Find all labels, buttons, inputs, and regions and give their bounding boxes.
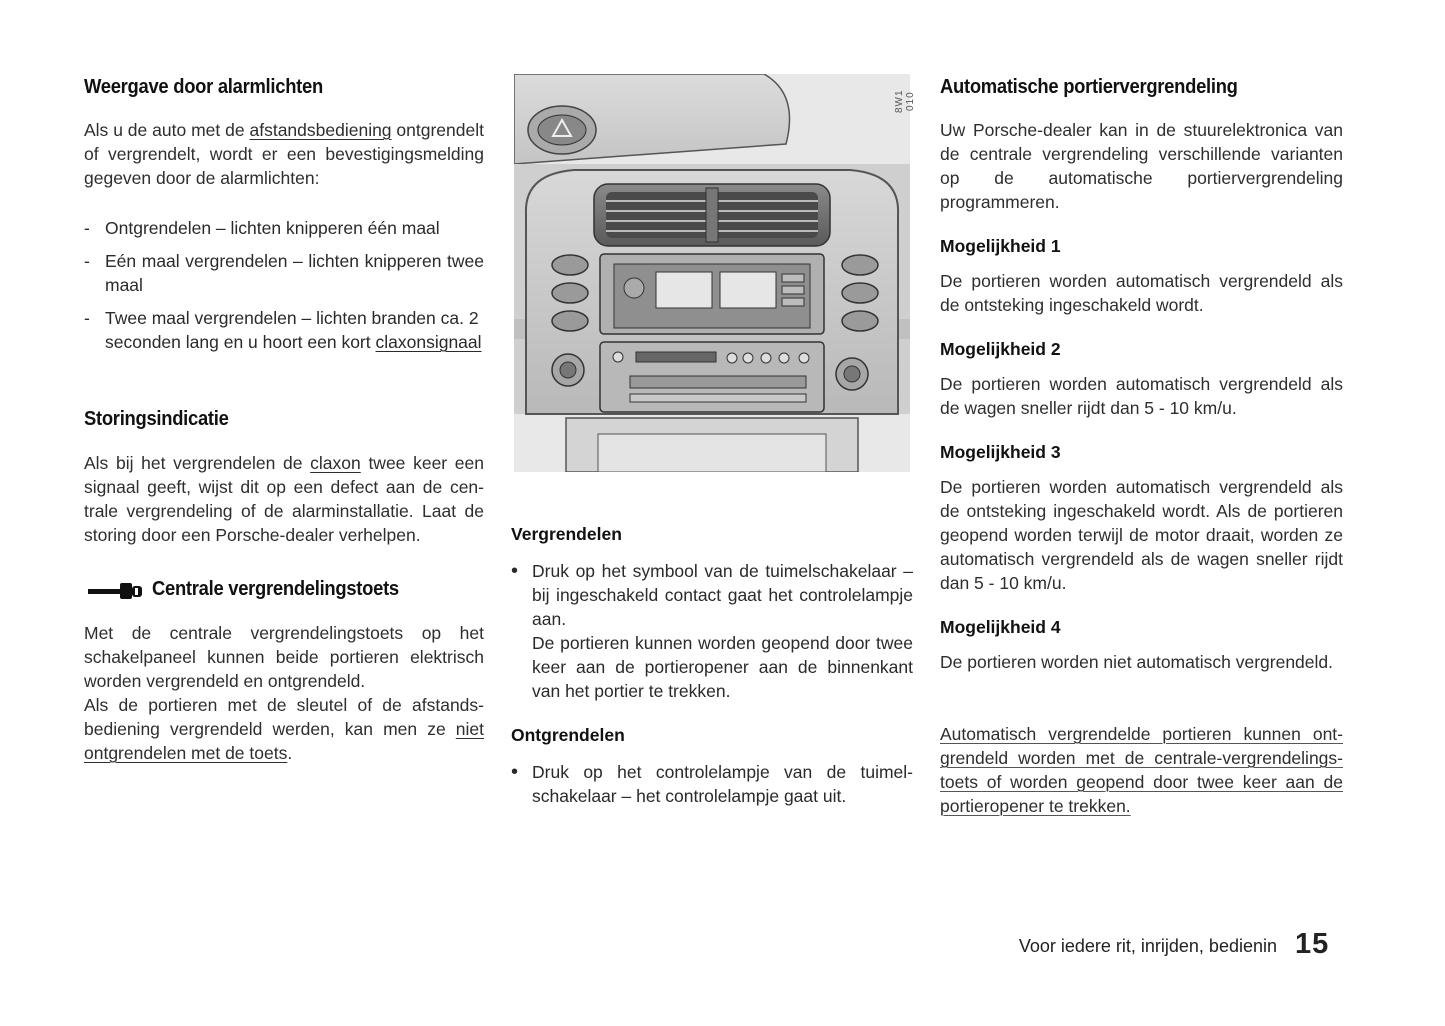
remote-control-link[interactable]: afstandsbediening <box>249 120 392 140</box>
page-number: 15 <box>1295 928 1330 960</box>
fault-heading: Storingsindicatie <box>84 408 229 430</box>
alarm-signal-list <box>84 216 484 354</box>
option-3-text: De portieren worden automatisch vergrendeld als de ontsteking ingeschakeld wordt. Als de portieren geopend worden terwijl de motor draait, worden ze automatisch vergrendeld als de wagen sneller rijdt dan 5 - 10 km/u. <box>940 477 1343 593</box>
central-lock-paragraph-1: Met de centrale vergrendelingstoets op het schakelpaneel kunnen beide portieren elektrisch worden vergrendeld en ontgrendeld. <box>84 623 484 691</box>
dashboard-center-console-illustration <box>514 74 916 472</box>
lock-heading: Vergrendelen <box>511 524 622 544</box>
alarm-lights-heading: Weergave door alarmlichten <box>84 76 323 98</box>
option-3-title: Mogelijkheid 3 <box>940 442 1061 462</box>
auto-lock-heading: Automatische portiervergrendeling <box>940 76 1238 98</box>
list-item: - Eén maal vergrendelen – lichten knipperen twee maal <box>84 249 484 297</box>
option-4-text: De portieren worden niet automatisch vergrendeld. <box>940 652 1333 672</box>
lock-steps <box>511 559 913 703</box>
option-1-text: De portieren worden automatisch vergrendeld als de ontsteking ingeschakeld wordt. <box>940 271 1343 315</box>
auto-lock-intro: Uw Porsche-dealer kan in de stuurelektronica van de centrale vergrendeling verschillende varianten op de automatische portiervergrendeling programmeren. <box>940 120 1343 212</box>
option-1-title: Mogelijkheid 1 <box>940 236 1061 256</box>
fault-paragraph: Als bij het vergrendelen de claxon twee keer een signaal geeft, wijst dit op een defect aan de centrale vergrendeling of de alarminstallatie. Laat de storing door een Porsche-dealer verhelpen. <box>84 453 485 545</box>
central-lock-heading: Centrale vergrendelingstoets <box>152 578 399 600</box>
option-2-title: Mogelijkheid 2 <box>940 339 1061 359</box>
central-lock-heading-row <box>84 578 484 604</box>
option-2-text: De portieren worden automatisch vergrendeld als de wagen sneller rijdt dan 5 - 10 km/u. <box>940 374 1343 418</box>
list-item: • Druk op het symbool van de tuimelschakelaar – bij ingeschakeld contact gaat het controlelampje aan. De portieren kunnen worden geopend door twee keer aan de portieropener aan de binnenkant van het portier te trekken. <box>511 559 913 703</box>
list-item: - Twee maal vergrendelen – lichten branden ca. 2 seconden lang en u hoort een kort claxonsignaal <box>84 306 484 354</box>
horn-signal-link[interactable]: claxonsignaal <box>375 332 482 352</box>
console-drawing <box>514 74 916 472</box>
figure-code: 8W1 010 <box>894 89 916 113</box>
unlock-heading: Ontgrendelen <box>511 725 625 745</box>
horn-link[interactable]: claxon <box>310 453 361 473</box>
alarm-intro-paragraph: Als u de auto met de afstandsbediening ontgrendelt of vergrendelt, wordt er een bevestigingsmelding gegeven door de alarmlichten: <box>84 120 484 188</box>
list-item: • Druk op het controlelampje van de tuimelschakelaar – het controlelampje gaat uit. <box>511 760 913 808</box>
option-4-title: Mogelijkheid 4 <box>940 617 1061 637</box>
central-lock-paragraph-2: Als de portieren met de sleutel of de afstandsbediening vergrendeld werden, kan men ze niet ontgrendelen met de toets. <box>84 695 484 763</box>
auto-lock-note: Automatisch vergrendelde portieren kunnen ontgrendeld worden met de centrale-vergrendelingstoets of worden geopend door twee keer aan de portieropener te trekken. <box>940 724 1343 816</box>
footer-section-title: Voor iedere rit, inrijden, bedienin <box>1018 936 1277 956</box>
unlock-steps <box>511 760 913 808</box>
key-icon <box>88 580 144 602</box>
cannot-unlock-link[interactable]: niet ontgrendelen met de toets <box>84 719 484 763</box>
list-item: - Ontgrendelen – lichten knipperen één maal <box>84 216 484 240</box>
